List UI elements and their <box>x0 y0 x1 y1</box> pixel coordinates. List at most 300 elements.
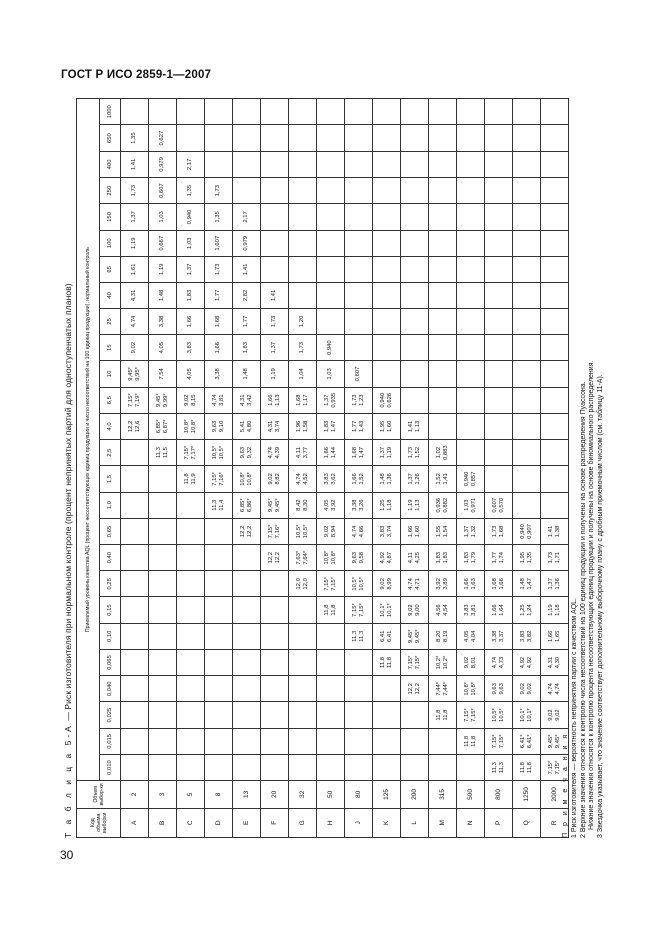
sample-size-code: Q <box>513 808 541 837</box>
risk-value-cell <box>457 204 485 230</box>
risk-value-cell: 10,8* 10,8* <box>233 466 261 492</box>
risk-value-cell: 3,38 3,26 <box>345 492 373 518</box>
risk-value-cell <box>289 702 317 728</box>
risk-value-cell: 5,41 4,80 <box>233 413 261 439</box>
risk-value-cell <box>317 282 345 308</box>
risk-value-cell <box>373 282 401 308</box>
risk-value-cell <box>205 545 233 571</box>
risk-value-cell <box>485 361 513 387</box>
sample-size: 2 <box>121 781 149 808</box>
risk-value-cell: 9,02 8,94 <box>317 518 345 544</box>
risk-value-cell <box>429 413 457 439</box>
risk-value-cell: 1,68 <box>205 308 233 334</box>
sample-size: 500 <box>457 781 485 808</box>
risk-value-cell: 4,74 <box>121 308 149 334</box>
risk-value-cell: 1,41 <box>233 256 261 282</box>
risk-value-cell <box>513 204 541 230</box>
risk-value-cell <box>457 178 485 204</box>
risk-value-cell: 1,66 1,44 <box>317 440 345 466</box>
risk-value-cell: 9,02 8,99 <box>373 571 401 597</box>
risk-value-cell: 10,1* 10,1* <box>373 597 401 623</box>
risk-value-cell <box>121 518 149 544</box>
sample-size: 125 <box>373 781 401 808</box>
risk-value-cell <box>317 754 345 780</box>
risk-value-cell <box>261 649 289 675</box>
risk-value-cell: 1,607 <box>205 230 233 256</box>
table-row <box>429 99 457 838</box>
aql-level-header: 15 <box>100 335 121 361</box>
risk-value-cell <box>261 754 289 780</box>
risk-value-cell: 6,85* 6,86* <box>233 492 261 518</box>
table-row <box>233 99 261 838</box>
aql-level-header: 25 <box>100 308 121 334</box>
risk-value-cell: 7,15* 7,15* <box>345 597 373 623</box>
table-row <box>373 99 401 838</box>
risk-value-cell <box>345 230 373 256</box>
risk-value-cell: 11,8 11,8 <box>317 597 345 623</box>
risk-value-cell <box>429 754 457 780</box>
risk-value-cell <box>121 649 149 675</box>
risk-value-cell <box>457 413 485 439</box>
risk-value-cell <box>345 702 373 728</box>
risk-value-cell: 7,15* 7,15* <box>457 702 485 728</box>
risk-value-cell <box>513 125 541 151</box>
risk-value-cell <box>485 151 513 177</box>
risk-value-cell: 1,37 1,36 <box>541 571 569 597</box>
risk-value-cell: 10,8* 10,8* <box>457 676 485 702</box>
risk-value-cell: 4,74 4,39 <box>261 440 289 466</box>
risk-value-cell <box>401 308 429 334</box>
risk-value-cell <box>289 230 317 256</box>
risk-value-cell <box>177 125 205 151</box>
risk-value-cell <box>317 178 345 204</box>
risk-value-cell <box>485 99 513 126</box>
sample-size-code: F <box>261 808 289 837</box>
risk-value-cell <box>317 151 345 177</box>
risk-value-cell: 0,607 <box>345 361 373 387</box>
risk-value-cell: 3,83 3,62 <box>317 466 345 492</box>
risk-value-cell: 11,8 11,8 <box>457 728 485 754</box>
risk-value-cell: 10,5* 10,5* <box>485 702 513 728</box>
risk-value-cell: 1,68 1,66 <box>485 571 513 597</box>
risk-value-cell: 2,17 <box>177 151 205 177</box>
risk-value-cell <box>261 623 289 649</box>
risk-value-cell <box>289 649 317 675</box>
risk-value-cell: 4,31 3,42 <box>233 387 261 413</box>
risk-value-cell <box>373 308 401 334</box>
risk-value-cell: 9,02 <box>121 335 149 361</box>
risk-value-cell <box>513 413 541 439</box>
risk-value-cell <box>177 518 205 544</box>
risk-value-cell: 1,03 0,971 <box>457 492 485 518</box>
risk-value-cell <box>429 256 457 282</box>
risk-value-cell: 4,74 3,81 <box>205 387 233 413</box>
aql-level-header: 0,15 <box>100 597 121 623</box>
risk-value-cell: 12,2 12,2 <box>401 676 429 702</box>
sample-size-code: C <box>177 808 205 837</box>
risk-value-cell <box>121 676 149 702</box>
sample-size: 3 <box>149 781 177 808</box>
risk-value-cell: 1,41 <box>121 151 149 177</box>
risk-value-cell: 1,35 <box>121 125 149 151</box>
table-row <box>121 99 149 838</box>
risk-value-cell: 7,54 <box>149 361 177 387</box>
risk-value-cell <box>121 571 149 597</box>
risk-value-cell: 1,48 1,36 <box>373 466 401 492</box>
risk-value-cell: 1,77 <box>233 308 261 334</box>
risk-value-cell: 1,77 1,74 <box>485 545 513 571</box>
risk-value-cell <box>373 125 401 151</box>
risk-value-cell: 10,1* 10,1* <box>513 702 541 728</box>
risk-value-cell: 11,3 11,3 <box>485 754 513 780</box>
risk-value-cell: 1,66 1,65 <box>541 623 569 649</box>
note-line-4: 3 Звездочка указывает, что значение соответствует дополнительному выборочному плану с дробным приемочным числом (см. таблицу 11-А). <box>597 374 605 838</box>
risk-value-cell: 10,2* 10,2* <box>429 649 457 675</box>
risk-value-cell <box>233 597 261 623</box>
risk-value-cell: 11,3 11,3 <box>345 623 373 649</box>
risk-value-cell <box>429 282 457 308</box>
risk-value-cell <box>261 230 289 256</box>
table-row <box>317 99 345 838</box>
sample-size: 8 <box>205 781 233 808</box>
risk-value-cell <box>401 728 429 754</box>
risk-value-cell <box>149 518 177 544</box>
producer-risk-table <box>76 98 569 838</box>
risk-value-cell <box>513 99 541 126</box>
risk-value-cell <box>233 99 261 126</box>
sample-size-code: A <box>121 808 149 837</box>
risk-value-cell: 1,19 <box>149 256 177 282</box>
document-header: ГОСТ Р ИСО 2859-1—2007 <box>61 69 212 81</box>
risk-value-cell: 4,74 4,74 <box>541 676 569 702</box>
aql-level-header: 1000 <box>100 99 121 126</box>
risk-value-cell <box>233 702 261 728</box>
risk-value-cell: 10,8* 10,8* <box>177 413 205 439</box>
sample-size-code: R <box>541 808 569 837</box>
risk-value-cell: 1,19 <box>261 361 289 387</box>
risk-value-cell: 7,15* 7,15* <box>485 728 513 754</box>
risk-value-cell: 8,42 8,30 <box>289 492 317 518</box>
risk-value-cell: 12,2 12,6 <box>121 413 149 439</box>
sample-size-code: M <box>429 808 457 837</box>
risk-value-cell: 0,607 0,570 <box>485 492 513 518</box>
risk-value-cell: 1,73 <box>289 335 317 361</box>
risk-value-cell <box>289 151 317 177</box>
risk-value-cell <box>457 387 485 413</box>
risk-value-cell: 1,68 1,47 <box>345 440 373 466</box>
risk-value-cell: 0,979 <box>149 151 177 177</box>
risk-value-cell: 12,0 12,0 <box>289 571 317 597</box>
risk-value-cell <box>261 99 289 126</box>
risk-value-cell: 7,15* 7,19* <box>121 387 149 413</box>
risk-value-cell: 4,11 3,77 <box>289 440 317 466</box>
risk-value-cell: 1,55 1,54 <box>429 518 457 544</box>
risk-value-cell <box>513 335 541 361</box>
risk-value-cell: 1,19 1,18 <box>541 597 569 623</box>
risk-value-cell: 1,83 1,79 <box>457 545 485 571</box>
risk-value-cell <box>205 649 233 675</box>
risk-value-cell: 11,3 11,5 <box>149 440 177 466</box>
risk-value-cell: 3,83 3,74 <box>373 518 401 544</box>
risk-value-cell <box>149 597 177 623</box>
risk-value-cell <box>261 178 289 204</box>
risk-value-cell <box>345 676 373 702</box>
risk-value-cell <box>401 702 429 728</box>
caption-label: Т а б л и ц а 5-А <box>63 723 73 838</box>
risk-value-cell <box>289 204 317 230</box>
risk-value-cell: 0,940 <box>317 335 345 361</box>
risk-value-cell <box>289 597 317 623</box>
risk-value-cell: 4,74 4,66 <box>345 518 373 544</box>
risk-value-cell <box>373 99 401 126</box>
header-aql-group: Приемлемый уровень качества AQL (процент несоответствующих единиц продукции и число несоответствий на 100 единиц продукции), нормальный контроль <box>77 99 100 781</box>
risk-value-cell <box>177 99 205 126</box>
risk-value-cell: 1,37 1,26 <box>401 466 429 492</box>
risk-value-cell: 9,45* 9,45* <box>261 492 289 518</box>
table-caption <box>63 283 73 838</box>
risk-value-cell <box>289 754 317 780</box>
risk-value-cell <box>345 151 373 177</box>
risk-value-cell <box>541 282 569 308</box>
risk-value-cell <box>457 230 485 256</box>
risk-value-cell: 4,11 4,25 <box>401 545 429 571</box>
risk-value-cell: 1,77 <box>205 282 233 308</box>
risk-value-cell <box>289 256 317 282</box>
sample-size-code: J <box>345 808 373 837</box>
table-row <box>289 99 317 838</box>
note-line-1: 1 Риск изготовителя — вероятность непринятия партии с качеством AQL. <box>570 598 578 838</box>
risk-value-cell <box>429 308 457 334</box>
risk-value-cell <box>373 361 401 387</box>
sample-size-code: K <box>373 808 401 837</box>
risk-value-cell <box>177 623 205 649</box>
risk-value-cell <box>373 151 401 177</box>
risk-value-cell: 1,73 1,68 <box>485 518 513 544</box>
risk-value-cell <box>345 728 373 754</box>
risk-value-cell: 1,41 1,38 <box>541 518 569 544</box>
risk-value-cell <box>541 230 569 256</box>
risk-value-cell: 12,2 12,2 <box>233 518 261 544</box>
sample-size: 315 <box>429 781 457 808</box>
aql-level-header: 4,0 <box>100 413 121 439</box>
aql-level-header: 10 <box>100 361 121 387</box>
risk-value-cell: 9,45* 9,45* <box>401 623 429 649</box>
risk-value-cell: 4,05 <box>177 361 205 387</box>
aql-level-header: 1,0 <box>100 492 121 518</box>
risk-value-cell <box>457 440 485 466</box>
risk-value-cell: 1,66 1,60 <box>401 518 429 544</box>
risk-value-cell <box>373 204 401 230</box>
risk-value-cell <box>429 151 457 177</box>
risk-value-cell <box>317 125 345 151</box>
risk-value-cell: 1,48 <box>233 361 261 387</box>
sample-size: 5 <box>177 781 205 808</box>
risk-value-cell: 0,940 0,907 <box>513 518 541 544</box>
page-number: 30 <box>60 848 74 862</box>
risk-value-cell <box>401 282 429 308</box>
table-row <box>149 99 177 838</box>
risk-value-cell: 12,2 12,2 <box>261 545 289 571</box>
risk-value-cell <box>177 702 205 728</box>
risk-value-cell <box>149 623 177 649</box>
caption-text: — Риск изготовителя при нормальном контроле (процент непринятых партий для одноступенчатых планов) <box>63 283 73 724</box>
risk-value-cell <box>177 649 205 675</box>
risk-value-cell <box>149 754 177 780</box>
risk-value-cell <box>205 702 233 728</box>
table-row <box>401 99 429 838</box>
risk-value-cell: 3,83 3,82 <box>513 623 541 649</box>
risk-value-cell: 4,74 4,73 <box>485 649 513 675</box>
risk-value-cell: 4,56 4,54 <box>429 597 457 623</box>
table-row <box>485 99 513 838</box>
risk-value-cell <box>485 282 513 308</box>
risk-value-cell <box>121 702 149 728</box>
risk-value-cell <box>457 256 485 282</box>
risk-value-cell <box>205 151 233 177</box>
aql-level-header: 250 <box>100 178 121 204</box>
risk-value-cell <box>401 387 429 413</box>
risk-value-cell <box>429 335 457 361</box>
risk-value-cell <box>233 649 261 675</box>
risk-value-cell <box>513 361 541 387</box>
risk-value-cell: 2,82 <box>233 282 261 308</box>
risk-value-cell <box>177 728 205 754</box>
risk-value-cell: 9,63 9,58 <box>345 545 373 571</box>
risk-value-cell <box>149 466 177 492</box>
risk-value-cell <box>261 151 289 177</box>
risk-value-cell: 9,02 8,01 <box>457 649 485 675</box>
sample-size: 50 <box>317 781 345 808</box>
risk-value-cell <box>149 545 177 571</box>
risk-value-cell <box>149 728 177 754</box>
risk-value-cell <box>317 204 345 230</box>
risk-value-cell: 1,52 1,41 <box>429 466 457 492</box>
risk-value-cell <box>513 282 541 308</box>
risk-value-cell: 3,38 <box>205 361 233 387</box>
aql-level-header: 0,015 <box>100 728 121 754</box>
risk-value-cell <box>233 571 261 597</box>
risk-value-cell: 7,15* 7,15* <box>541 754 569 780</box>
risk-value-cell <box>373 178 401 204</box>
risk-value-cell: 0,979 <box>233 230 261 256</box>
risk-value-cell <box>457 99 485 126</box>
aql-level-header: 2,5 <box>100 440 121 466</box>
risk-value-cell: 1,68 1,17 <box>289 387 317 413</box>
aql-level-header: 0,065 <box>100 649 121 675</box>
risk-value-cell: 10,5* 10,5* <box>205 440 233 466</box>
risk-value-cell <box>177 597 205 623</box>
risk-value-cell <box>485 387 513 413</box>
risk-value-cell <box>513 230 541 256</box>
risk-value-cell: 6,85* 6,87* <box>149 413 177 439</box>
sample-size-code: L <box>401 808 429 837</box>
risk-value-cell <box>205 754 233 780</box>
aql-level-header: 0,010 <box>100 754 121 780</box>
aql-level-header: 100 <box>100 230 121 256</box>
table-row <box>177 99 205 838</box>
risk-value-cell: 1,95 1,35 <box>513 545 541 571</box>
risk-value-cell <box>205 623 233 649</box>
risk-value-cell: 1,73 <box>261 308 289 334</box>
aql-level-header: 6,5 <box>100 387 121 413</box>
rotated-table-block <box>62 98 622 838</box>
sample-size: 1250 <box>513 781 541 808</box>
risk-value-cell: 1,66 1,52 <box>345 466 373 492</box>
risk-value-cell: 1,66 1,64 <box>485 597 513 623</box>
risk-value-cell: 4,31 3,74 <box>261 413 289 439</box>
aql-level-header: 0,25 <box>100 571 121 597</box>
risk-value-cell <box>205 518 233 544</box>
risk-value-cell: 1,66 1,13 <box>261 387 289 413</box>
risk-value-cell <box>401 230 429 256</box>
risk-value-cell <box>373 702 401 728</box>
risk-value-cell: 3,83 3,81 <box>457 597 485 623</box>
risk-value-cell: 1,96 1,58 <box>289 413 317 439</box>
risk-value-cell <box>317 308 345 334</box>
risk-value-cell <box>457 151 485 177</box>
risk-value-cell: 10,8* 10,8* <box>317 545 345 571</box>
risk-value-cell: 7,15* 7,15* <box>401 649 429 675</box>
risk-value-cell <box>345 308 373 334</box>
risk-value-cell <box>121 728 149 754</box>
risk-value-cell <box>401 178 429 204</box>
table-row <box>513 99 541 838</box>
risk-value-cell <box>401 99 429 126</box>
risk-value-cell: 1,73 <box>205 178 233 204</box>
risk-value-cell <box>177 492 205 518</box>
risk-value-cell <box>233 545 261 571</box>
risk-value-cell <box>289 728 317 754</box>
risk-value-cell: 1,77 1,43 <box>345 413 373 439</box>
risk-value-cell: 1,61 <box>121 256 149 282</box>
risk-value-cell <box>541 256 569 282</box>
risk-value-cell <box>345 335 373 361</box>
risk-value-cell: 1,02 0,883 <box>429 440 457 466</box>
risk-value-cell <box>205 571 233 597</box>
risk-value-cell <box>121 623 149 649</box>
risk-value-cell: 1,95 1,60 <box>373 413 401 439</box>
sample-size: 80 <box>345 781 373 808</box>
risk-value-cell: 1,73 <box>205 256 233 282</box>
risk-value-cell <box>177 754 205 780</box>
risk-value-cell <box>485 335 513 361</box>
risk-value-cell: 11,8 11,9 <box>177 466 205 492</box>
risk-value-cell <box>541 335 569 361</box>
risk-value-cell: 7,63* 7,64* <box>289 545 317 571</box>
risk-value-cell: 11,3 11,4 <box>205 492 233 518</box>
risk-value-cell: 4,74 4,71 <box>401 571 429 597</box>
risk-value-cell <box>345 125 373 151</box>
risk-value-cell <box>485 440 513 466</box>
risk-value-cell <box>457 125 485 151</box>
risk-value-cell: 3,83 <box>177 335 205 361</box>
risk-value-cell <box>345 204 373 230</box>
risk-value-cell <box>485 466 513 492</box>
risk-value-cell <box>317 728 345 754</box>
risk-value-cell: 7,15* 7,16* <box>205 466 233 492</box>
risk-value-cell <box>149 676 177 702</box>
aql-header-row <box>100 99 121 838</box>
risk-value-cell <box>345 99 373 126</box>
risk-value-cell: 1,66 1,63 <box>457 571 485 597</box>
aql-level-header: 0,025 <box>100 702 121 728</box>
risk-value-cell: 1,04 <box>289 361 317 387</box>
sample-size-code: P <box>485 808 513 837</box>
risk-value-cell: 1,37 <box>121 204 149 230</box>
risk-value-cell: 6,41* 6,41* <box>513 728 541 754</box>
risk-value-cell: 9,02 9,02 <box>541 702 569 728</box>
sample-size-code: G <box>289 808 317 837</box>
